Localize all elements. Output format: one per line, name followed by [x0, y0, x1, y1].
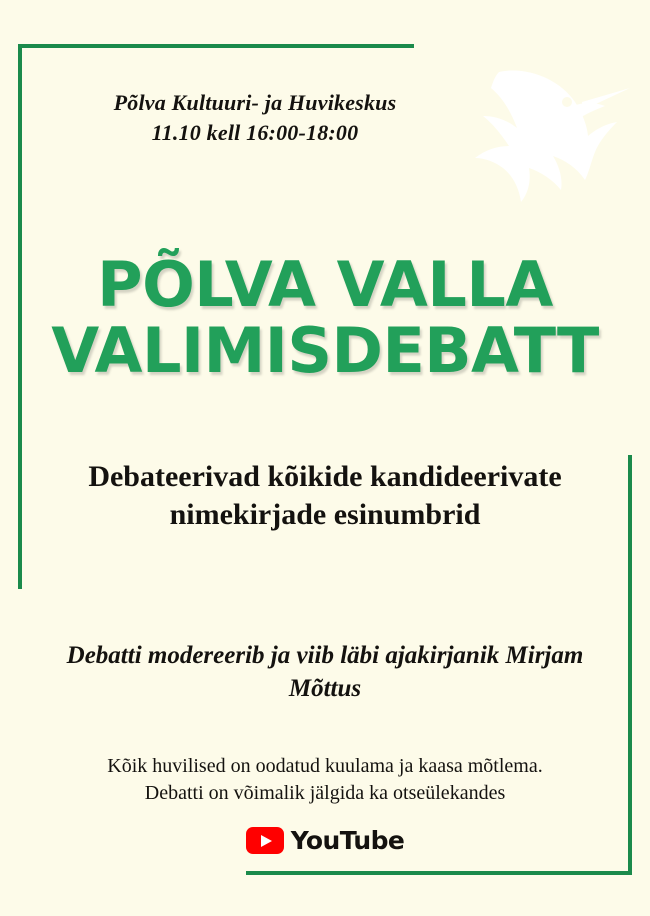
- youtube-play-icon: [246, 827, 284, 854]
- subheading: Debateerivad kõikide kandideerivate nimekirjade esinumbrid: [88, 460, 562, 531]
- note-line-2: Debatti on võimalik jälgida ka otseülekandes: [144, 782, 506, 804]
- headline-line-1: PÕLVA VALLA: [97, 248, 553, 321]
- note-block: [20, 753, 630, 807]
- venue-block: [0, 88, 650, 147]
- frame-line-right: [628, 455, 632, 875]
- youtube-label: YouTube: [290, 826, 405, 855]
- note-line-1: Kõik huvilised on oodatud kuulama ja kaasa mõtlema.: [107, 755, 543, 777]
- frame-line-top: [18, 44, 414, 48]
- venue-place: Põlva Kultuuri- ja Huvikeskus: [113, 90, 397, 115]
- youtube-badge: [0, 826, 650, 855]
- frame-line-bottom: [246, 871, 632, 875]
- moderator-text: Debatti modereerib ja viib läbi ajakirjanik Mirjam Mõttus: [66, 642, 584, 702]
- page-title: [20, 248, 630, 387]
- venue-datetime: 11.10 kell 16:00-18:00: [151, 119, 359, 145]
- headline-line-2: VALIMISDEBATT: [51, 313, 599, 387]
